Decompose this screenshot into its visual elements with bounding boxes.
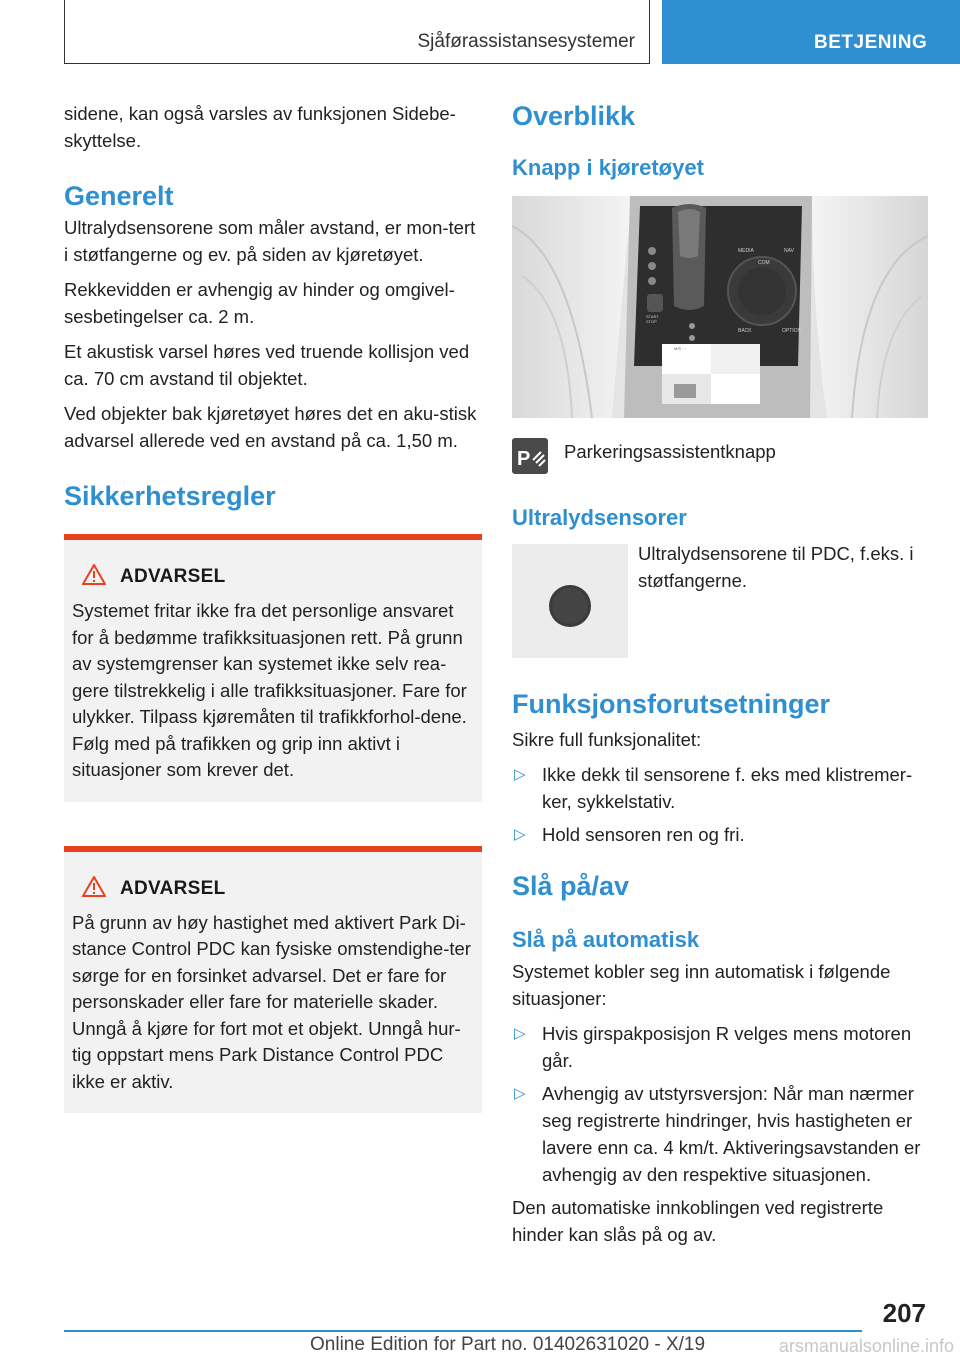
warning-title: ADVARSEL bbox=[120, 877, 226, 899]
triangle-right-icon: ▷ bbox=[514, 766, 526, 783]
console-label-nav: NAV bbox=[784, 248, 794, 254]
prereq-heading: Funksjonsforutsetninger bbox=[512, 689, 831, 719]
triangle-right-icon: ▷ bbox=[514, 826, 526, 843]
sensor-heading: Ultralydsensorer bbox=[512, 505, 687, 530]
watermark: arsmanualsonline.info bbox=[778, 1336, 954, 1356]
warning-text: På grunn av høy hastighet med aktivert Park Di-stance Control PDC kan fysiske omstendighe-ter sørge for en forsinket advarsel. Det er fare for personskader eller fare for materielle skader. Unngå å kjøre for fort mot et objekt. Unngå hur-tig oppstart mens Park Distance Control PDC ikke er aktiv. bbox=[72, 911, 471, 1092]
footer-divider bbox=[64, 1330, 862, 1332]
overview-heading: Overblikk bbox=[512, 101, 636, 131]
safety-heading: Sikkerhetsregler bbox=[64, 481, 276, 511]
list-item: ▷ Ikke dekk til sensorene f. eks med klistremer-ker, sykkelstativ. bbox=[512, 761, 930, 815]
warning-box bbox=[64, 846, 482, 1114]
onoff-heading: Slå på/av bbox=[512, 871, 630, 901]
warning-triangle-icon bbox=[82, 564, 106, 590]
svg-text:P: P bbox=[517, 448, 531, 470]
warning-title-row bbox=[82, 564, 474, 590]
header-chapter-title: BETJENING bbox=[814, 32, 928, 53]
warning-title: ADVARSEL bbox=[120, 566, 226, 587]
header-chapter-box bbox=[662, 0, 960, 64]
list-item: ▷ Hold sensoren ren og fri. bbox=[512, 821, 930, 848]
button-caption-row bbox=[512, 438, 930, 474]
warning-triangle-icon bbox=[82, 876, 106, 902]
console-label-back: BACK bbox=[738, 328, 752, 334]
header-section-box bbox=[64, 0, 650, 64]
sensor-caption: Ultralydsensorene til PDC, f.eks. i støtfangerne. bbox=[638, 543, 914, 591]
auto-intro: Systemet kobler seg inn automatisk i følgende situasjoner: bbox=[512, 961, 891, 1009]
generelt-paragraph: Ved objekter bak kjøretøyet høres det en aku-stisk advarsel allerede ved en avstand på ca. 1,50 m. bbox=[64, 403, 477, 451]
console-label-com: COM bbox=[758, 260, 770, 266]
console-label-modes: M/S ◦ ◦ bbox=[674, 346, 687, 351]
sensor-row bbox=[512, 540, 930, 658]
triangle-right-icon: ▷ bbox=[514, 1025, 526, 1042]
warning-title-row bbox=[82, 876, 474, 902]
warning-box bbox=[64, 534, 482, 802]
console-label-media: MEDIA bbox=[738, 248, 754, 254]
parking-assistant-icon bbox=[512, 438, 548, 474]
generelt-paragraph: Rekkevidden er avhengig av hinder og omgivel-sesbetingelser ca. 2 m. bbox=[64, 279, 455, 327]
console-label-start-stop: START STOP bbox=[646, 314, 659, 324]
auto-outro: Den automatiske innkoblingen ved registrerte hinder kan slås på og av. bbox=[512, 1197, 884, 1245]
warning-text: Systemet fritar ikke fra det personlige ansvaret for å bedømme trafikksituasjonen rett. På grunn av systemgrenser kan systemet ikke selv rea-gere tilstrekkelig i alle trafikksituasjoner. Fare for ulykker. Tilpass kjøremåten til trafikkforhol-dene. Følg med på trafikken og grip inn aktivt i situasjoner som krever det. bbox=[72, 600, 467, 780]
generelt-paragraph: Et akustisk varsel høres ved truende kollisjon ved ca. 70 cm avstand til objektet. bbox=[64, 341, 470, 389]
button-heading: Knapp i kjøretøyet bbox=[512, 155, 704, 180]
footer-edition: Online Edition for Part no. 01402631020 - X/19 bbox=[310, 1334, 706, 1355]
console-photo bbox=[512, 196, 928, 418]
console-label-option: OPTION bbox=[782, 328, 802, 334]
generelt-paragraph: Ultralydsensorene som måler avstand, er mon-tert i støtfangerne og ev. på siden av kjøretøyet. bbox=[64, 217, 476, 265]
page-number: 207 bbox=[882, 1298, 926, 1328]
list-item: ▷ Avhengig av utstyrsversjon: Når man nærmer seg registrerte hindringer, hvis hastigheten er lavere enn ca. 4 km/t. Aktiveringsavstanden er avhengig av den respektive situasjonen. bbox=[512, 1080, 930, 1188]
generelt-heading: Generelt bbox=[64, 181, 174, 211]
auto-list bbox=[512, 1020, 930, 1188]
intro-paragraph: sidene, kan også varsles av funksjonen Sidebe-skyttelse. bbox=[64, 103, 456, 151]
sensor-image bbox=[512, 544, 628, 658]
header-section-title: Sjåførassistansesystemer bbox=[417, 31, 635, 52]
prereq-list bbox=[512, 761, 930, 848]
prereq-intro: Sikre full funksjonalitet: bbox=[512, 729, 702, 750]
triangle-right-icon: ▷ bbox=[514, 1085, 526, 1102]
auto-heading: Slå på automatisk bbox=[512, 927, 700, 952]
list-item: ▷ Hvis girspakposisjon R velges mens motoren går. bbox=[512, 1020, 930, 1074]
button-caption: Parkeringsassistentknapp bbox=[564, 441, 776, 462]
left-column bbox=[64, 100, 482, 1113]
right-column bbox=[512, 100, 930, 1256]
